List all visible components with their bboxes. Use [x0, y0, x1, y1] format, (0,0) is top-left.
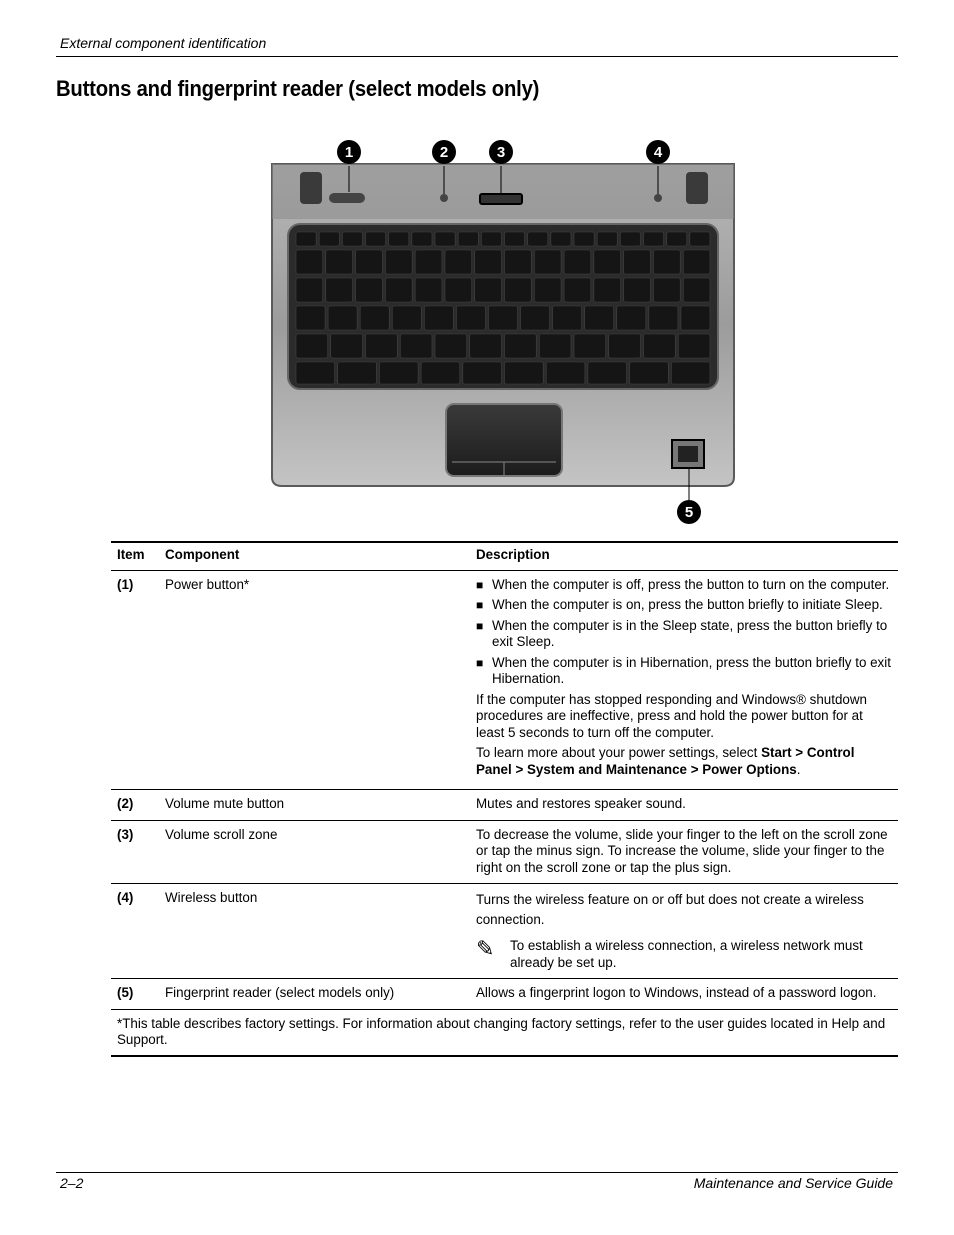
table-footnote: *This table describes factory settings. For information about changing factory settings, refer to the user guides located in Help and Support. — [111, 1009, 898, 1056]
keyboard-key — [585, 306, 614, 330]
keyboard-key — [331, 334, 363, 358]
keyboard-key — [296, 362, 335, 384]
keyboard-key — [564, 278, 591, 302]
keyboard-key — [326, 278, 353, 302]
pencil-note-icon: ✎ — [476, 936, 495, 961]
keyboard-key — [356, 278, 383, 302]
page-number: 2–2 — [60, 1175, 84, 1191]
square-bullet-icon: ■ — [476, 598, 484, 612]
keyboard-key — [653, 250, 680, 274]
keyboard-key — [683, 250, 710, 274]
keyboard-key — [326, 250, 353, 274]
table-row — [111, 570, 898, 790]
keyboard-key — [649, 306, 678, 330]
keyboard-key — [412, 232, 432, 246]
item-number: (5) — [111, 979, 159, 1010]
component-name: Fingerprint reader (select models only) — [159, 979, 470, 1010]
callout-1 — [337, 140, 361, 164]
keyboard-key — [475, 250, 502, 274]
keyboard-key — [424, 306, 453, 330]
keyboard-key — [338, 362, 377, 384]
keyboard-key — [505, 250, 532, 274]
keyboard-key — [678, 334, 710, 358]
square-bullet-icon: ■ — [476, 655, 484, 670]
component-name: Volume scroll zone — [159, 820, 470, 884]
keyboard-key — [521, 306, 550, 330]
keyboard-key — [463, 362, 502, 384]
bullet-item: ■ When the computer is in the Sleep state, press the button briefly to exit Sleep. — [476, 617, 888, 649]
menu-path: Start > Control Panel > System and Maintenance > Power Options — [476, 745, 855, 777]
note — [476, 938, 892, 971]
description-cell: Mutes and restores speaker sound. — [470, 790, 898, 821]
keyboard-key — [574, 232, 594, 246]
header-component: Component — [159, 542, 470, 570]
keyboard-key — [360, 306, 389, 330]
footnote-row — [111, 1009, 898, 1056]
keyboard-key — [385, 250, 412, 274]
keyboard-key — [534, 278, 561, 302]
description-paragraph: If the computer has stopped responding and Windows® shutdown procedures are ineffective, press and hold the power button for at least 5 seconds to turn off the computer. — [476, 691, 867, 740]
keyboard-key — [534, 250, 561, 274]
keyboard-key — [617, 306, 646, 330]
keyboard-key — [475, 278, 502, 302]
guide-title: Maintenance and Service Guide — [693, 1175, 893, 1191]
keyboard-key — [574, 334, 606, 358]
page-title: Buttons and fingerprint reader (select models only) — [56, 76, 540, 101]
component-name: Volume mute button — [159, 790, 470, 821]
keyboard-key — [379, 362, 418, 384]
laptop-figure — [258, 132, 748, 532]
description-cell: To decrease the volume, slide your finger to the left on the scroll zone or tap the minus sign. To increase the volume, slide your finger to the right on the scroll zone or tap the plus sign. — [470, 820, 898, 884]
keyboard-key — [681, 306, 710, 330]
keyboard-key — [528, 232, 548, 246]
square-bullet-icon: ■ — [476, 577, 484, 592]
table-row — [111, 820, 898, 884]
description-cell — [470, 884, 898, 979]
keyboard-key — [588, 362, 627, 384]
running-header: External component identification — [60, 35, 267, 51]
description-cell — [470, 570, 898, 790]
callout-4 — [646, 140, 670, 164]
table-row — [111, 790, 898, 821]
keyboard-key — [594, 250, 621, 274]
header-item: Item — [111, 542, 159, 570]
keyboard-key — [296, 334, 328, 358]
keyboard-key — [505, 232, 525, 246]
keyboard-key — [624, 278, 651, 302]
item-number: (1) — [111, 570, 159, 790]
keyboard-key — [690, 232, 710, 246]
keyboard-key — [667, 232, 687, 246]
item-number: (3) — [111, 820, 159, 884]
keyboard-key — [505, 278, 532, 302]
keyboard-key — [319, 232, 339, 246]
keyboard-key — [296, 232, 316, 246]
svg-text:5: 5 — [684, 504, 694, 521]
keyboard-key — [328, 306, 357, 330]
keyboard-key — [385, 278, 412, 302]
laptop-keyboard-image — [258, 132, 748, 532]
svg-text:4: 4 — [653, 144, 663, 161]
keyboard-key — [400, 334, 432, 358]
callout-3 — [489, 140, 513, 164]
description-paragraph: To learn more about your power settings, select Start > Control Panel > System and Maintenance > Power Options. — [476, 745, 855, 777]
keyboard-key — [481, 232, 501, 246]
table-header-row — [111, 542, 898, 570]
keyboard-key — [553, 306, 582, 330]
keyboard-key — [539, 334, 571, 358]
keyboard-key — [415, 278, 442, 302]
footer-rule — [56, 1172, 898, 1173]
keyboard-key — [296, 250, 323, 274]
keyboard-key — [488, 306, 517, 330]
component-table — [111, 541, 898, 1057]
svg-text:3: 3 — [496, 144, 506, 161]
bullet-item: ■ When the computer is on, press the button briefly to initiate Sleep. — [476, 597, 883, 612]
keyboard-key — [546, 362, 585, 384]
keyboard-key — [630, 362, 669, 384]
keyboard-key — [458, 232, 478, 246]
callout-2 — [432, 140, 456, 164]
svg-text:2: 2 — [439, 144, 449, 161]
keyboard-key — [356, 250, 383, 274]
keyboard-key — [435, 232, 455, 246]
keyboard-key — [671, 362, 710, 384]
svg-text:1: 1 — [344, 144, 354, 161]
item-number: (2) — [111, 790, 159, 821]
header-rule — [56, 56, 898, 57]
item-number: (4) — [111, 884, 159, 979]
keyboard-key — [342, 232, 362, 246]
keyboard-key — [366, 334, 398, 358]
keyboard-key — [421, 362, 460, 384]
keyboard-key — [620, 232, 640, 246]
callout-5 — [677, 500, 701, 524]
bullet-item: ■ When the computer is off, press the button to turn on the computer. — [476, 576, 890, 592]
keyboard-key — [445, 278, 472, 302]
keyboard-key — [470, 334, 502, 358]
keyboard-key — [505, 334, 537, 358]
keyboard-key — [389, 232, 409, 246]
keyboard-key — [296, 306, 325, 330]
keyboard-key — [435, 334, 467, 358]
keyboard-key — [551, 232, 571, 246]
component-name: Power button* — [159, 570, 470, 790]
keyboard-key — [653, 278, 680, 302]
keyboard-key — [564, 250, 591, 274]
keyboard-key — [609, 334, 641, 358]
keyboard-key — [644, 232, 664, 246]
keyboard-key — [456, 306, 485, 330]
keyboard-key — [683, 278, 710, 302]
table-row — [111, 979, 898, 1010]
bullet-item: ■ When the computer is in Hibernation, press the button briefly to exit Hibernation. — [476, 654, 891, 686]
keyboard-key — [624, 250, 651, 274]
square-bullet-icon: ■ — [476, 618, 484, 633]
keyboard-key — [594, 278, 621, 302]
component-name: Wireless button — [159, 884, 470, 979]
keyboard-key — [597, 232, 617, 246]
description-cell: Allows a fingerprint logon to Windows, instead of a password logon. — [470, 979, 898, 1010]
keyboard-key — [415, 250, 442, 274]
keyboard-key — [505, 362, 544, 384]
description-paragraph: Turns the wireless feature on or off but does not create a wireless connection. — [476, 892, 864, 927]
table-row — [111, 884, 898, 979]
note-text: To establish a wireless connection, a wireless network must already be set up. — [510, 938, 863, 970]
keyboard-key — [445, 250, 472, 274]
keyboard-key — [392, 306, 421, 330]
keyboard-key — [366, 232, 386, 246]
keyboard-key — [296, 278, 323, 302]
keyboard-key — [644, 334, 676, 358]
header-description: Description — [470, 542, 898, 570]
